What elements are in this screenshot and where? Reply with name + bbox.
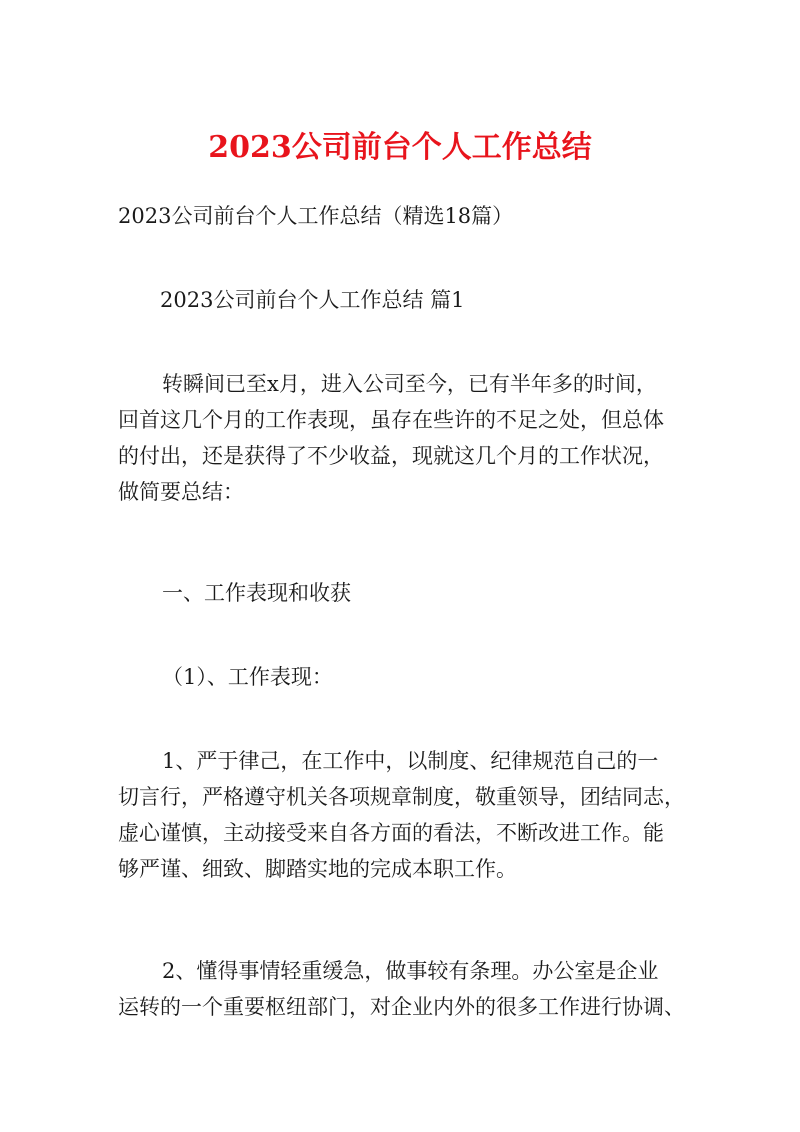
document-title: 2023公司前台个人工作总结	[208, 130, 592, 165]
document-subtitle: 2023公司前台个人工作总结（精选18篇）	[118, 204, 514, 228]
heading-one: 一、工作表现和收获	[162, 581, 351, 605]
item-one-line-3: 虚心谨慎，主动接受来自各方面的看法，不断改进工作。能	[118, 821, 664, 845]
intro-line-3: 的付出，还是获得了不少收益，现就这几个月的工作状况，	[118, 444, 664, 468]
section-heading: 2023公司前台个人工作总结 篇1	[160, 288, 465, 312]
item-one-line-4: 够严谨、细致、脚踏实地的完成本职工作。	[118, 857, 517, 881]
intro-paragraph	[118, 366, 684, 510]
item-one-paragraph	[118, 743, 684, 887]
item-two-paragraph	[118, 953, 684, 1025]
item-one-line-1: 1、严于律己，在工作中，以制度、纪律规范自己的一	[162, 749, 659, 773]
item-one-line-2: 切言行，严格遵守机关各项规章制度，敬重领导，团结同志，	[118, 785, 685, 809]
heading-one-sub: （1）、工作表现：	[162, 665, 333, 689]
item-two-line-2: 运转的一个重要枢纽部门，对企业内外的很多工作进行协调、	[118, 995, 685, 1019]
intro-line-4: 做简要总结：	[118, 480, 244, 504]
item-two-line-1: 2、懂得事情轻重缓急，做事较有条理。办公室是企业	[162, 959, 659, 983]
intro-line-1: 转瞬间已至x月，进入公司至今，已有半年多的时间，	[162, 372, 657, 396]
intro-line-2: 回首这几个月的工作表现，虽存在些许的不足之处，但总体	[118, 408, 664, 432]
